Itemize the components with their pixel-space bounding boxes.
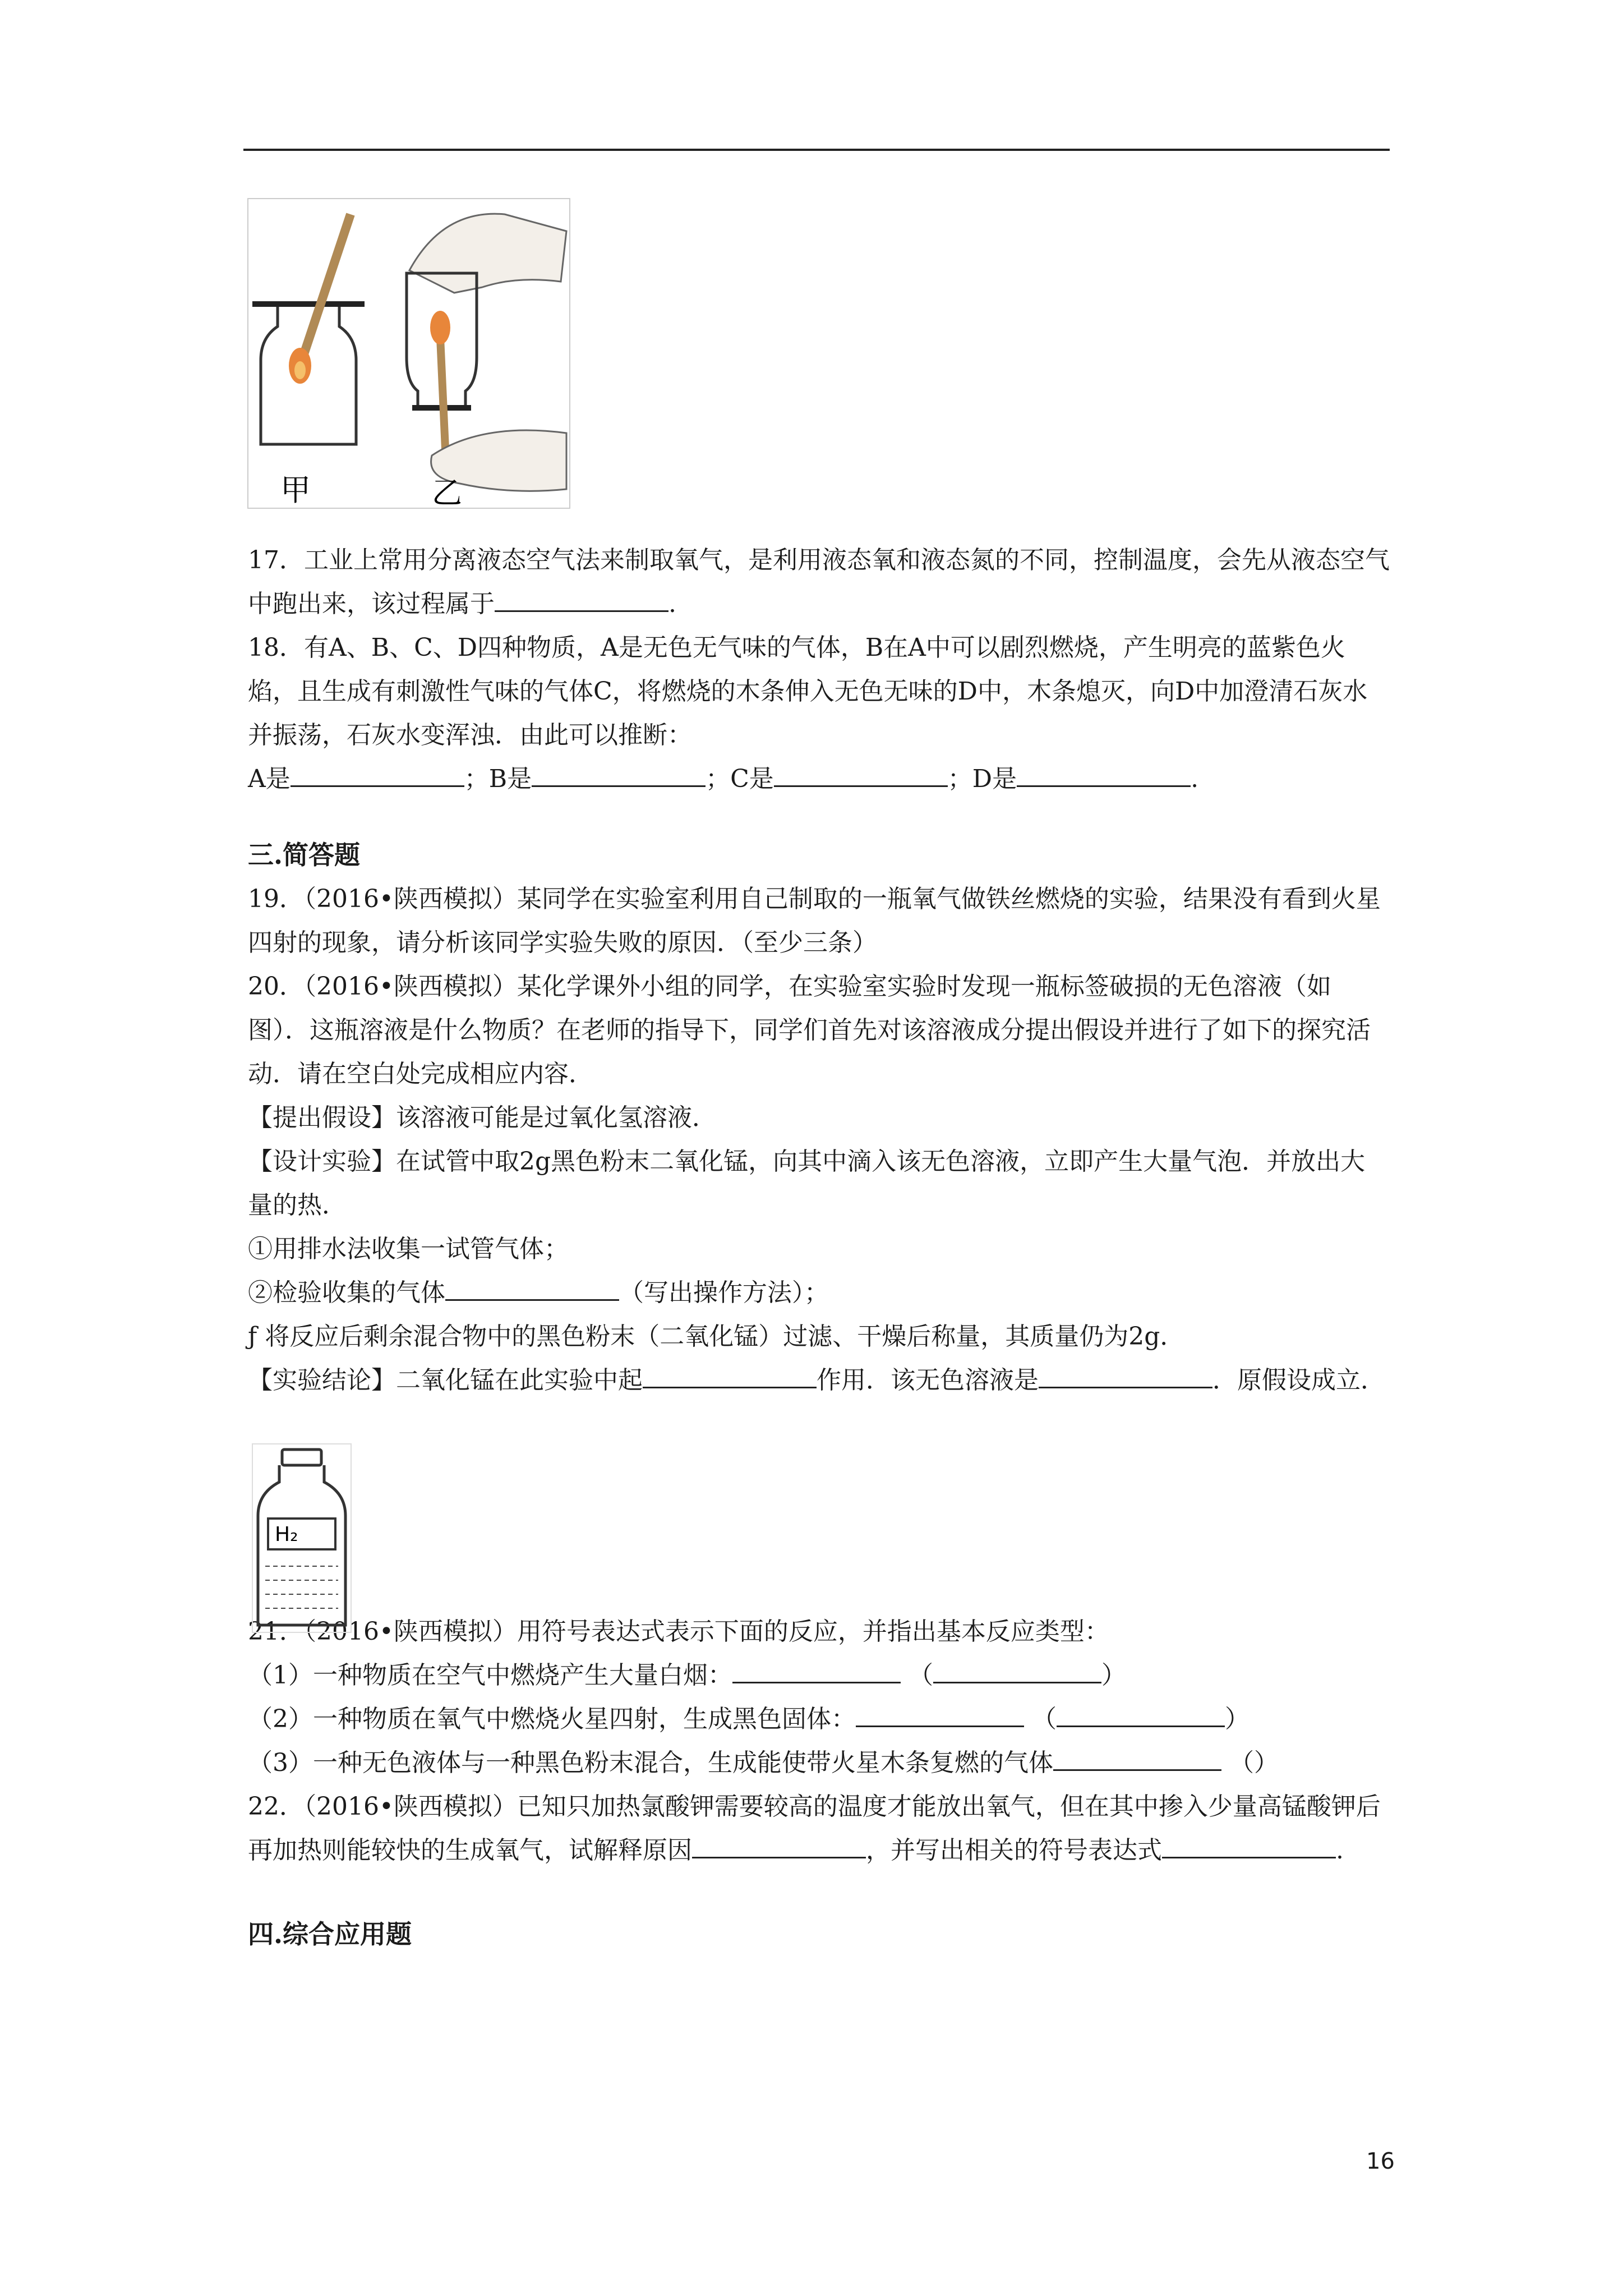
label-jia: 甲: [280, 472, 311, 508]
q20-step1: ①用排水法收集一试管气体；: [248, 1235, 569, 1263]
label-yi: 乙: [432, 475, 462, 510]
section-4-heading: 四.综合应用题: [248, 1919, 412, 1949]
reagent-bottle-icon: [251, 1443, 352, 1634]
page-number: 16: [1366, 2148, 1395, 2174]
bottle-yi-icon: [407, 214, 566, 491]
q21-item3: （3）一种无色液体与一种黑色粉末混合，生成能使带火星木条复燃的气体 （）: [248, 1741, 1390, 1785]
q20-conclusion: 【实验结论】二氧化锰在此实验中起 作用．该无色溶液是 ．原假设成立．: [248, 1359, 1390, 1402]
q21-intro: 21．（2016•陕西模拟）用符号表达式表示下面的反应，并指出基本反应类型：: [248, 1617, 1109, 1646]
q21-item1: （1）一种物质在空气中燃烧产生大量白烟： （ ）: [248, 1654, 1390, 1697]
q21-item2: （2）一种物质在氧气中燃烧火星四射，生成黑色固体： （ ）: [248, 1697, 1390, 1741]
q17: 17．工业上常用分离液态空气法来制取氧气，是利用液态氧和液态氮的不同，控制温度，会先从液态空气中跑出来，该过程属于 .: [248, 546, 1390, 618]
figure-jia-yi: [247, 197, 572, 512]
bottle-label: H₂: [275, 1523, 298, 1546]
q22: 22．（2016•陕西模拟）已知只加热氯酸钾需要较高的温度才能放出氧气，但在其中掺入少量高锰酸钾后再加热则能较快的生成氧气，试解释原因 ，并写出相关的符号表达式 .: [248, 1792, 1381, 1865]
q20-hypothesis: 【提出假设】该溶液可能是过氧化氢溶液．: [248, 1103, 717, 1132]
q20-design: 【设计实验】在试管中取2g黑色粉末二氧化锰，向其中滴入该无色溶液，立即产生大量气泡．并放出大量的热．: [248, 1147, 1366, 1220]
q18: 18．有A、B、C、D四种物质，A是无色无气味的气体，B在A中可以剧烈燃烧，产生明亮的蓝紫色火焰，且生成有刺激性气味的气体C，将燃烧的木条伸入无色无味的D中，木条熄灭，向D中加澄清石灰水并振荡，石灰水变浑浊．由此可以推断：: [248, 633, 1368, 749]
q20-step3: ƒ 将反应后剩余混合物中的黑色粉末（二氧化锰）过滤、干燥后称量，其质量仍为2g．: [248, 1322, 1185, 1351]
q20-step2: ②检验收集的气体 （写出操作方法）；: [248, 1271, 1390, 1315]
q20-intro: 20．（2016•陕西模拟）某化学课外小组的同学，在实验室实验时发现一瓶标签破损的无色溶液（如图）．这瓶溶液是什么物质？在老师的指导下，同学们首先对该溶液成分提出假设并进行了如下的探究活动．请在空白处完成相应内容．: [248, 972, 1371, 1088]
header-rule: [243, 149, 1390, 151]
bottle-jia-icon: [252, 214, 365, 444]
q19: 19．（2016•陕西模拟）某同学在实验室利用自己制取的一瓶氧气做铁丝燃烧的实验，结果没有看到火星四射的现象，请分析该同学实验失败的原因．（至少三条）: [248, 885, 1381, 957]
section-3-heading: 三.简答题: [248, 840, 361, 870]
reagent-bottle-space: [248, 1402, 1390, 1610]
q18-answers: A是 ；B是 ；C是 ；D是 .: [248, 757, 1390, 801]
content: [248, 539, 1390, 1957]
